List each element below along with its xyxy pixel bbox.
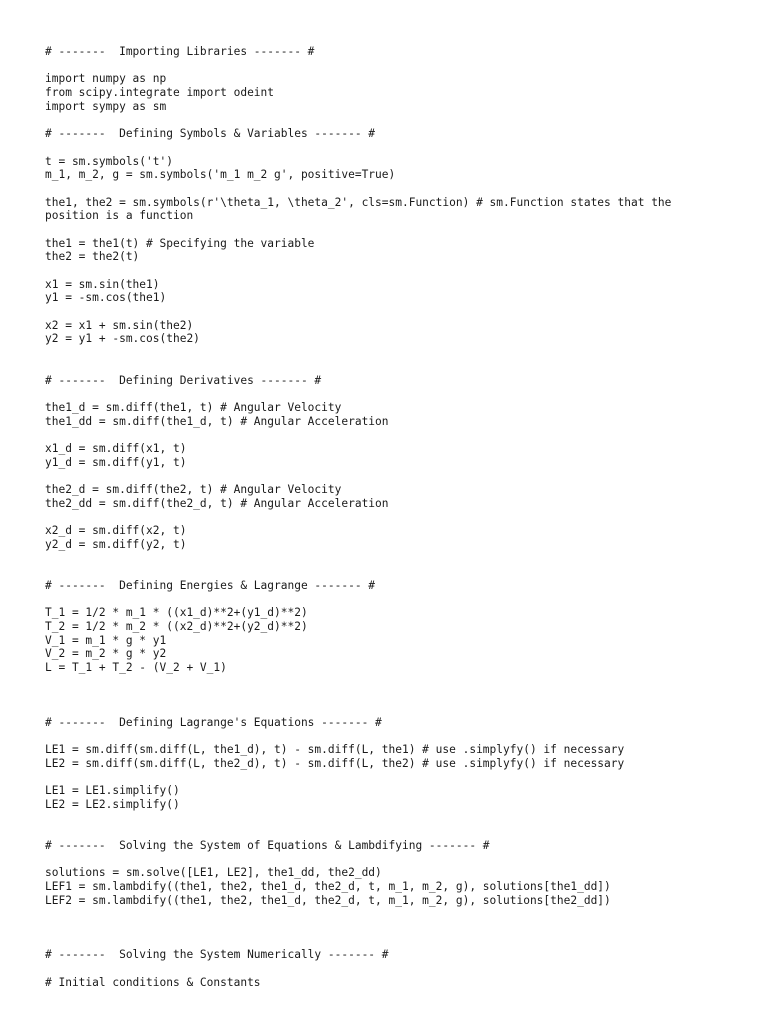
blank-line: [45, 141, 745, 155]
code-line: x2 = x1 + sm.sin(the2): [45, 318, 194, 332]
code-line: the1_dd = sm.diff(the1_d, t) # Angular Acceleration: [45, 414, 389, 428]
code-line: y1 = -sm.cos(the1): [45, 291, 167, 305]
blank-line: [45, 182, 745, 196]
code-line: LE2 = LE2.simplify(): [45, 797, 180, 811]
blank-line: [45, 935, 745, 949]
blank-line: [45, 551, 745, 565]
blank-line: [45, 729, 745, 743]
code-line: x1 = sm.sin(the1): [45, 277, 160, 291]
code-comment-line: # ------- Solving the System of Equations & Lambdifying ------- #: [45, 838, 490, 852]
blank-line: [45, 510, 745, 524]
code-line: the2_dd = sm.diff(the2_d, t) # Angular Acceleration: [45, 496, 389, 510]
code-line: V_1 = m_1 * g * y1: [45, 633, 167, 647]
code-line: V_2 = m_2 * g * y2: [45, 647, 167, 661]
blank-line: [45, 593, 745, 607]
code-line: y1_d = sm.diff(y1, t): [45, 455, 187, 469]
code-line: t = sm.symbols('t'): [45, 154, 173, 168]
code-block: [45, 45, 745, 989]
code-line: LE2 = sm.diff(sm.diff(L, the2_d), t) - sm.diff(L, the2) # use .simplyfy() if necessary: [45, 756, 625, 770]
blank-line: [45, 305, 745, 319]
blank-line: [45, 675, 745, 689]
blank-line: [45, 565, 745, 579]
code-line: y2_d = sm.diff(y2, t): [45, 537, 187, 551]
code-line: T_1 = 1/2 * m_1 * ((x1_d)**2+(y1_d)**2): [45, 606, 308, 620]
blank-line: [45, 962, 745, 976]
code-line: solutions = sm.solve([LE1, LE2], the1_dd, the2_dd): [45, 866, 382, 880]
code-line: import numpy as np: [45, 72, 167, 86]
code-line: m_1, m_2, g = sm.symbols('m_1 m_2 g', positive=True): [45, 168, 396, 182]
blank-line: [45, 113, 745, 127]
code-line: LE1 = sm.diff(sm.diff(L, the1_d), t) - sm.diff(L, the1) # use .simplyfy() if necessary: [45, 743, 625, 757]
code-line: L = T_1 + T_2 - (V_2 + V_1): [45, 660, 227, 674]
blank-line: [45, 770, 745, 784]
blank-line: [45, 688, 745, 702]
code-comment-line: # ------- Defining Lagrange's Equations ------- #: [45, 715, 382, 729]
code-line: y2 = y1 + -sm.cos(the2): [45, 332, 200, 346]
code-line: LEF2 = sm.lambdify((the1, the2, the1_d, the2_d, t, m_1, m_2, g), solutions[the2_dd]): [45, 893, 611, 907]
code-line: from scipy.integrate import odeint: [45, 86, 275, 100]
blank-line: [45, 702, 745, 716]
code-line: LE1 = LE1.simplify(): [45, 784, 180, 798]
blank-line: [45, 921, 745, 935]
blank-line: [45, 264, 745, 278]
blank-line: [45, 387, 745, 401]
code-line: the2_d = sm.diff(the2, t) # Angular Velocity: [45, 483, 342, 496]
code-comment-line: # ------- Solving the System Numerically ------- #: [45, 948, 389, 962]
blank-line: [45, 59, 745, 73]
blank-line: [45, 428, 745, 442]
code-comment-line: # ------- Importing Libraries ------- #: [45, 45, 315, 58]
code-line: the1_d = sm.diff(the1, t) # Angular Velocity: [45, 400, 342, 414]
blank-line: [45, 360, 745, 374]
code-line: x1_d = sm.diff(x1, t): [45, 441, 187, 455]
blank-line: [45, 907, 745, 921]
code-comment-line: # Initial conditions & Constants: [45, 975, 261, 989]
code-comment-line: # ------- Defining Energies & Lagrange ------- #: [45, 578, 376, 592]
code-line: LEF1 = sm.lambdify((the1, the2, the1_d, the2_d, t, m_1, m_2, g), solutions[the1_dd]): [45, 879, 611, 893]
code-line: T_2 = 1/2 * m_2 * ((x2_d)**2+(y2_d)**2): [45, 619, 308, 633]
blank-line: [45, 853, 745, 867]
blank-line: [45, 223, 745, 237]
code-comment-line: # ------- Defining Derivatives ------- #: [45, 373, 322, 387]
code-line: the1, the2 = sm.symbols(r'\theta_1, \theta_2', cls=sm.Function) # sm.Function states that the: [45, 195, 672, 209]
blank-line: [45, 812, 745, 826]
blank-line: [45, 825, 745, 839]
blank-line: [45, 346, 745, 360]
code-line: the2 = the2(t): [45, 250, 140, 264]
blank-line: [45, 469, 745, 483]
code-line: the1 = the1(t) # Specifying the variable: [45, 236, 315, 250]
code-line: x2_d = sm.diff(x2, t): [45, 524, 187, 538]
code-line: import sympy as sm: [45, 99, 167, 113]
code-line: position is a function: [45, 209, 194, 223]
code-comment-line: # ------- Defining Symbols & Variables ------- #: [45, 127, 376, 141]
